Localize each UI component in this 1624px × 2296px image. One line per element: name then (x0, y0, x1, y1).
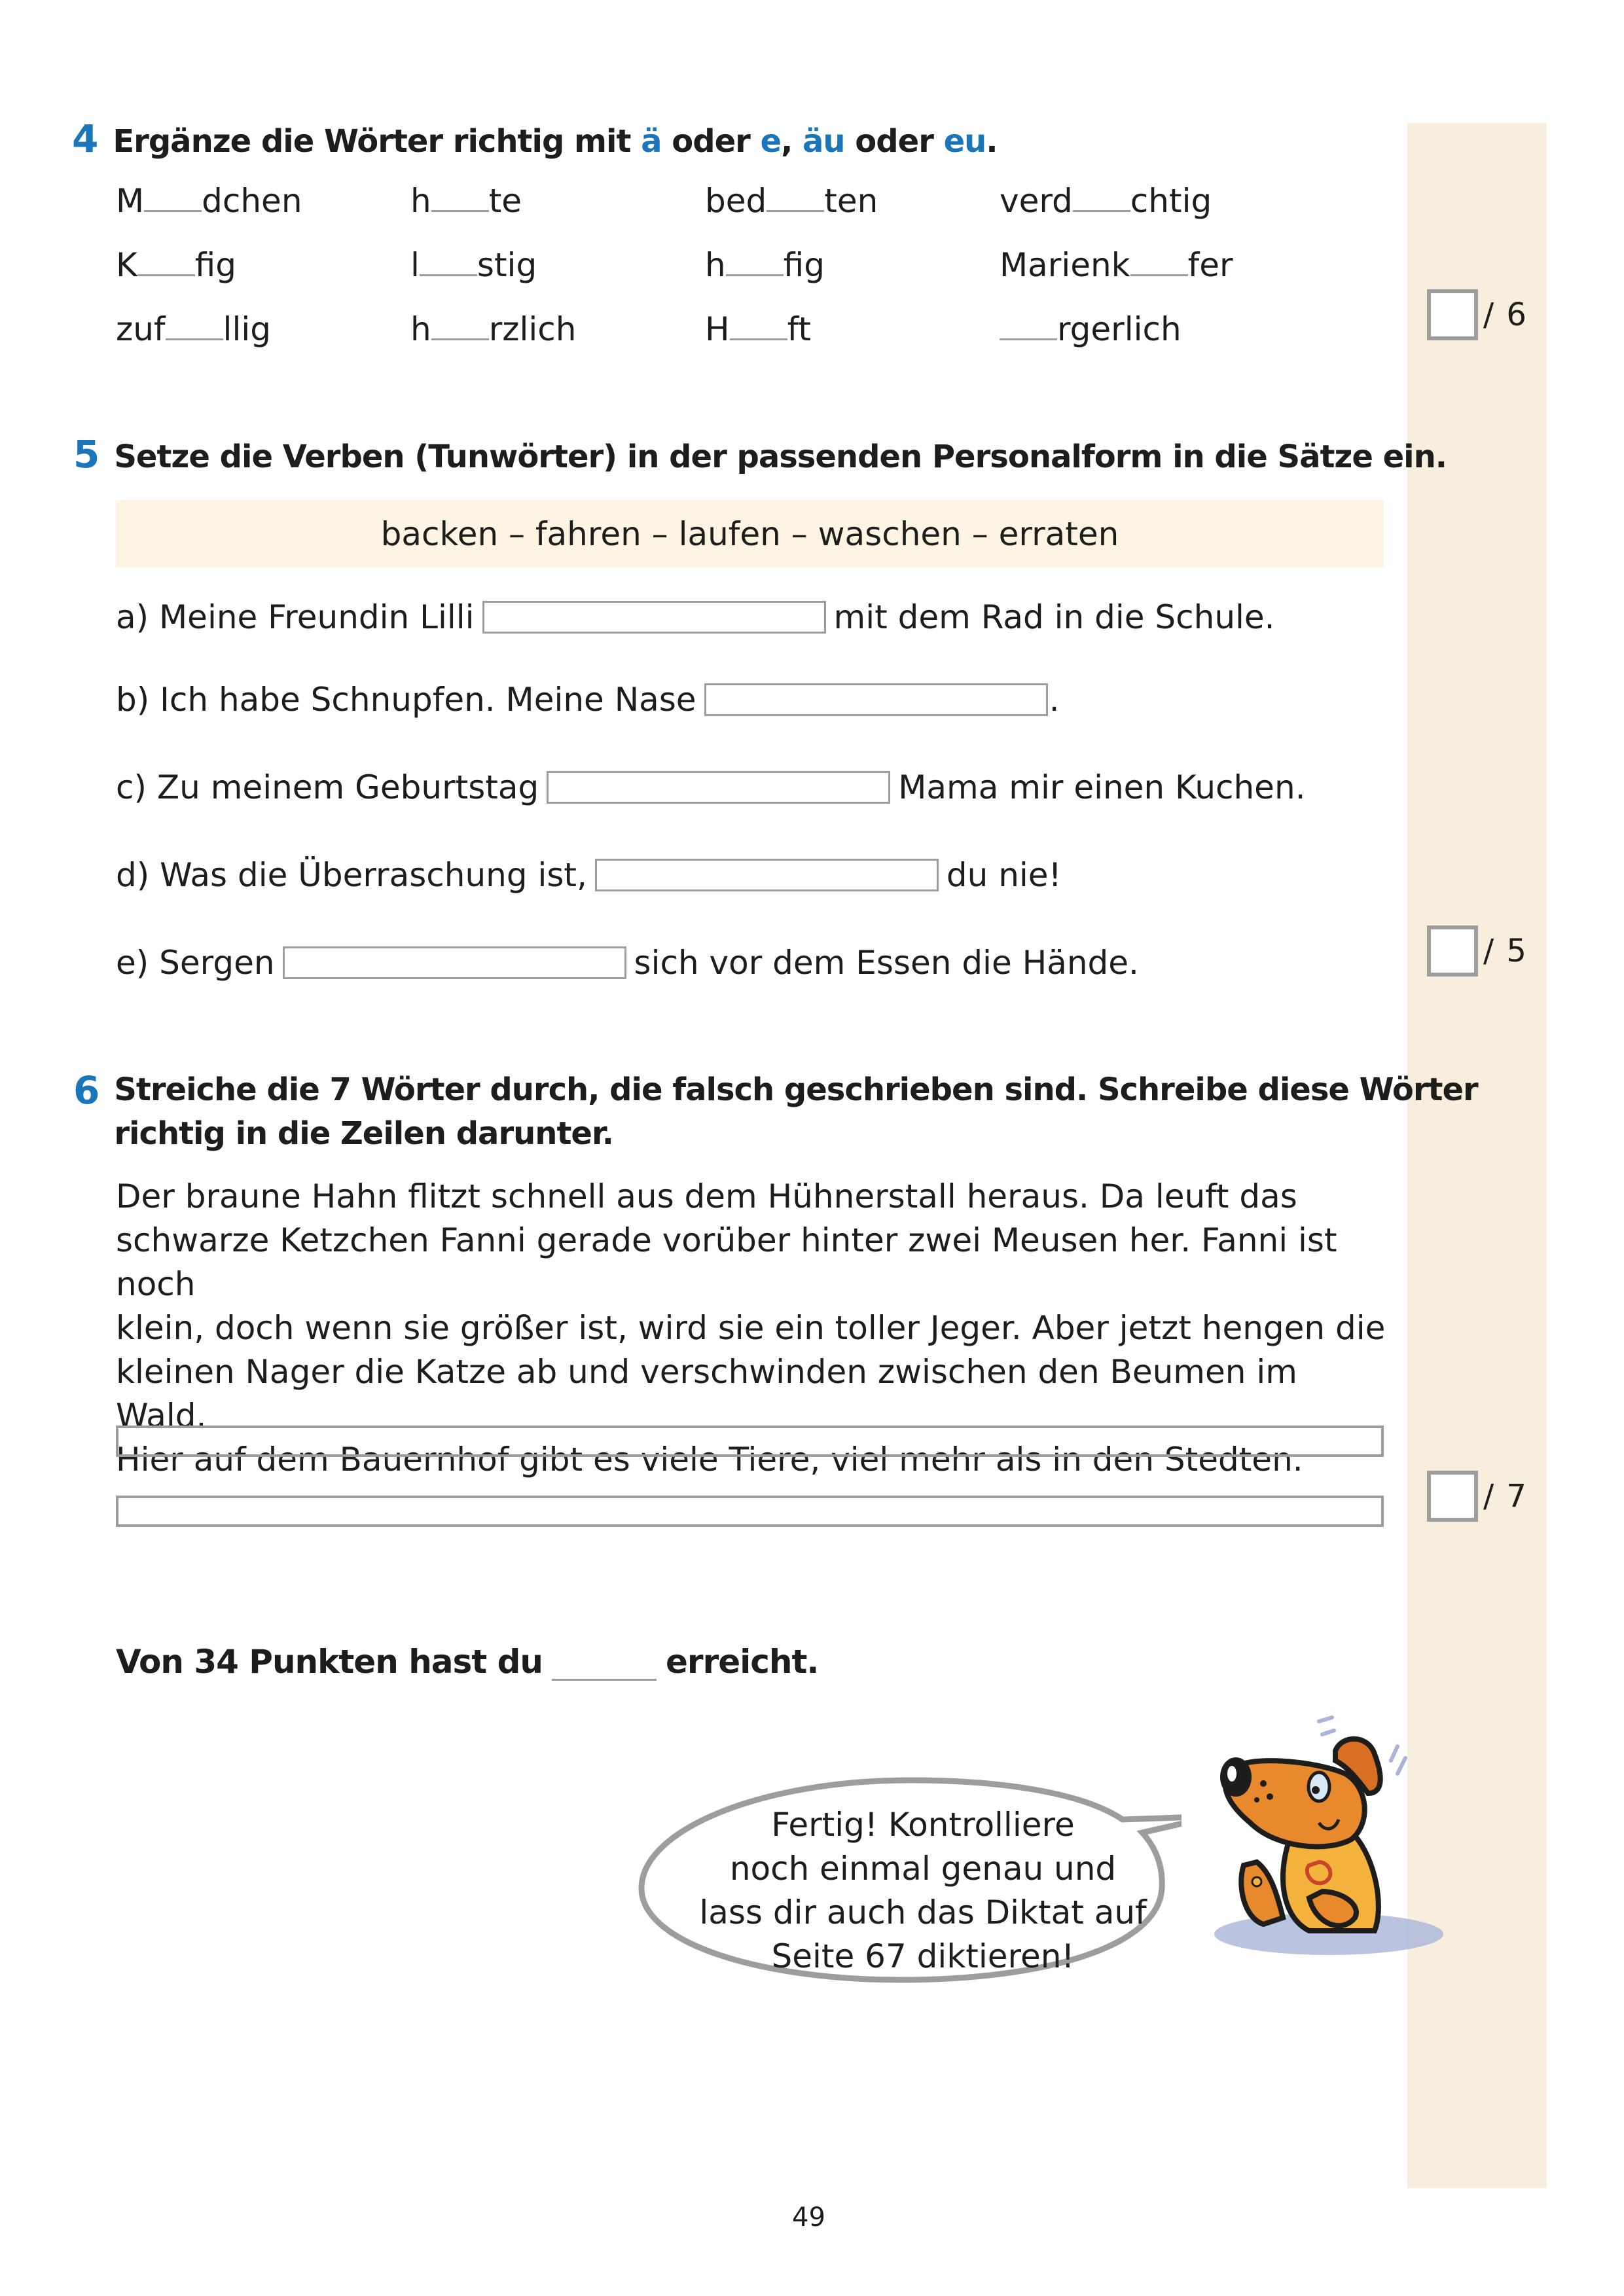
gap-word: rgerlich (1000, 310, 1182, 348)
cartoon-dog-icon (1204, 1708, 1453, 1970)
total-score-field[interactable] (552, 1653, 657, 1681)
gap-word: bed ten (705, 182, 878, 220)
word-bank-text: backen – fahren – laufen – waschen – erraten (380, 514, 1119, 553)
task4-title: Ergänze die Wörter richtig mit ä oder e, äu oder eu. (113, 123, 998, 160)
sentence-c: c) Zu meinem Geburtstag Mama mir einen Kuchen. (116, 768, 1306, 806)
task5-number: 5 (73, 432, 100, 476)
task5-score-box[interactable] (1427, 925, 1478, 977)
task4-score-box[interactable] (1427, 289, 1478, 340)
sentence-b: b) Ich habe Schnupfen. Meine Nase . (116, 681, 1060, 719)
task6-heading (73, 1068, 1478, 1156)
total-score-line: Von 34 Punkten hast du erreicht. (116, 1643, 819, 1681)
gap-word: l stig (410, 246, 537, 284)
gap-word: h te (410, 182, 522, 220)
task4-score (1427, 289, 1528, 340)
speech-bubble-text: Fertig! Kontrolliere noch einmal genau und lass dir auch das Diktat auf Seite 67 diktieren! (699, 1806, 1147, 1975)
task5-title: Setze die Verben (Tunwörter) in der passenden Personalform in die Sätze ein. (114, 439, 1447, 475)
paragraph-line[interactable]: schwarze Ketzchen Fanni gerade vorüber hinter zwei Meusen her. Fanni ist noch (116, 1221, 1337, 1303)
letter-gap-field[interactable] (1073, 184, 1130, 212)
answer-box-b[interactable] (704, 683, 1048, 716)
answer-line-2[interactable] (116, 1496, 1384, 1527)
gap-word: h fig (705, 246, 825, 284)
task5-heading (73, 432, 1447, 476)
task4-number: 4 (72, 117, 99, 161)
answer-box-d[interactable] (595, 859, 939, 891)
answer-line-1[interactable] (116, 1426, 1384, 1457)
paragraph-line[interactable]: Der braune Hahn flitzt schnell aus dem Hühnerstall heraus. Da leuft das (116, 1177, 1297, 1215)
gap-word: zuf llig (116, 310, 271, 348)
letter-gap-field[interactable] (137, 248, 195, 276)
task6-number: 6 (73, 1068, 100, 1113)
letter-gap-field[interactable] (1130, 248, 1188, 276)
gap-word: M dchen (116, 182, 302, 220)
answer-box-e[interactable] (283, 946, 626, 979)
task6-title: Streiche die 7 Wörter durch, die falsch geschrieben sind. Schreibe diese Wörter richtig in die Zeilen darunter. (114, 1071, 1478, 1152)
task5-score (1427, 925, 1528, 977)
verb-word-bank (116, 500, 1384, 567)
answer-box-c[interactable] (547, 771, 890, 804)
gap-word: h rzlich (410, 310, 577, 348)
letter-gap-field[interactable] (431, 312, 489, 340)
letter-gap-field[interactable] (730, 312, 787, 340)
letter-gap-field[interactable] (144, 184, 202, 212)
task4-score-max: / 6 (1483, 296, 1528, 333)
letter-gap-field[interactable] (1000, 312, 1057, 340)
task5-score-max: / 5 (1483, 933, 1528, 969)
gap-word: verd chtig (1000, 182, 1212, 220)
paragraph-line[interactable]: klein, doch wenn sie größer ist, wird sie ein toller Jeger. Aber jetzt hengen die (116, 1309, 1386, 1347)
letter-gap-field[interactable] (767, 184, 824, 212)
sentence-a: a) Meine Freundin Lilli mit dem Rad in die Schule. (116, 598, 1275, 636)
task6-score (1427, 1471, 1528, 1522)
task6-score-max: / 7 (1483, 1478, 1528, 1515)
letter-gap-field[interactable] (420, 248, 477, 276)
task6-score-box[interactable] (1427, 1471, 1478, 1522)
paragraph-line[interactable]: kleinen Nager die Katze ab und verschwinden zwischen den Beumen im Wald. (116, 1353, 1297, 1435)
letter-gap-field[interactable] (431, 184, 489, 212)
letter-gap-field[interactable] (166, 312, 223, 340)
gap-word: Marienk fer (1000, 246, 1233, 284)
page-number: 49 (792, 2202, 825, 2233)
gap-word: K fig (116, 246, 237, 284)
answer-box-a[interactable] (482, 601, 826, 634)
paragraph-line[interactable]: Hier auf dem Bauernhof gibt es viele Tiere, viel mehr als in den Stedten. (116, 1441, 1303, 1479)
task4-heading (72, 117, 998, 161)
letter-gap-field[interactable] (726, 248, 784, 276)
sentence-e: e) Sergen sich vor dem Essen die Hände. (116, 944, 1139, 982)
gap-word: H ft (705, 310, 811, 348)
sentence-d: d) Was die Überraschung ist, du nie! (116, 856, 1062, 894)
